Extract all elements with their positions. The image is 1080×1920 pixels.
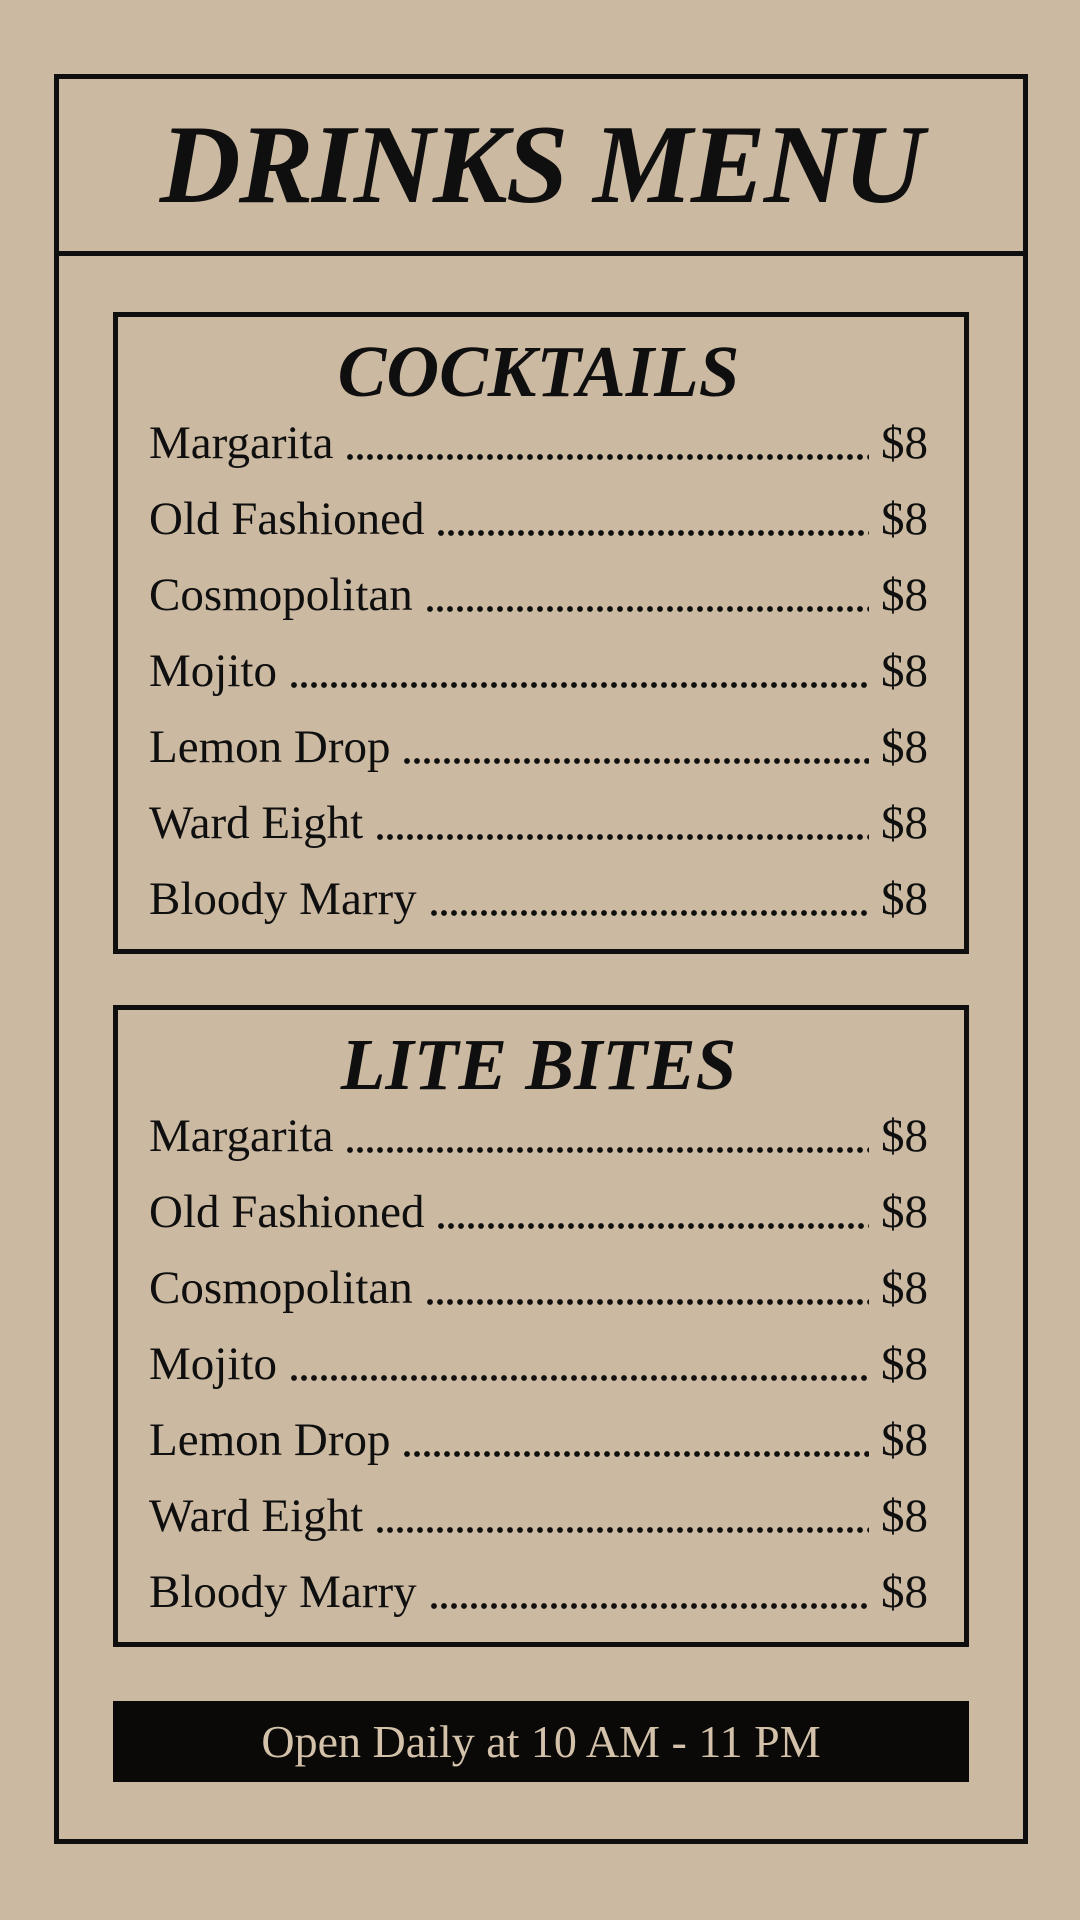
dot-leader (347, 454, 869, 460)
menu-item-row (149, 493, 928, 545)
section-title-cocktails: COCKTAILS (337, 331, 740, 412)
menu-item-row (149, 721, 928, 773)
dot-leader (431, 1603, 869, 1609)
menu-item-name: Cosmopolitan (149, 569, 413, 621)
menu-item-name: Mojito (149, 645, 277, 697)
menu-item-row (149, 1186, 928, 1238)
menu-item-row (149, 1110, 928, 1162)
menu-item-price: $8 (881, 721, 928, 773)
dot-leader (427, 606, 869, 612)
section-lite-bites (113, 1005, 969, 1647)
dot-leader (404, 1451, 869, 1457)
menu-item-name: Bloody Marry (149, 873, 417, 925)
menu-item-name: Old Fashioned (149, 1186, 425, 1238)
menu-item-price: $8 (881, 417, 928, 469)
menu-item-name: Mojito (149, 1338, 277, 1390)
dot-leader (438, 1223, 869, 1229)
menu-item-row (149, 569, 928, 621)
menu-item-row (149, 797, 928, 849)
menu-item-row (149, 1566, 928, 1618)
menu-item-name: Cosmopolitan (149, 1262, 413, 1314)
menu-item-row (149, 1262, 928, 1314)
menu-item-name: Margarita (149, 1110, 334, 1162)
menu-frame (54, 74, 1028, 1844)
menu-item-price: $8 (881, 1110, 928, 1162)
menu-item-price: $8 (881, 1262, 928, 1314)
dot-leader (427, 1299, 869, 1305)
dot-leader (431, 910, 869, 916)
menu-item-price: $8 (881, 1414, 928, 1466)
hours-banner: Open Daily at 10 AM - 11 PM (113, 1701, 969, 1782)
menu-item-price: $8 (881, 873, 928, 925)
menu-item-price: $8 (881, 1490, 928, 1542)
menu-item-row (149, 1338, 928, 1390)
menu-item-row (149, 873, 928, 925)
menu-item-price: $8 (881, 569, 928, 621)
menu-item-row (149, 417, 928, 469)
menu-item-name: Bloody Marry (149, 1566, 417, 1618)
menu-item-price: $8 (881, 1566, 928, 1618)
menu-item-price: $8 (881, 1338, 928, 1390)
menu-item-name: Ward Eight (149, 797, 364, 849)
dot-leader (347, 1147, 869, 1153)
menu-item-price: $8 (881, 645, 928, 697)
dot-leader (291, 682, 869, 688)
menu-item-price: $8 (881, 797, 928, 849)
dot-leader (377, 834, 869, 840)
dot-leader (377, 1527, 869, 1533)
dot-leader (404, 758, 869, 764)
section-title-lite-bites: LITE BITES (340, 1024, 737, 1105)
menu-item-row (149, 645, 928, 697)
dot-leader (291, 1375, 869, 1381)
menu-item-name: Margarita (149, 417, 334, 469)
page-title: DRINKS MENU (159, 103, 923, 227)
menu-item-row (149, 1490, 928, 1542)
menu-item-row (149, 1414, 928, 1466)
menu-item-name: Lemon Drop (149, 1414, 391, 1466)
menu-header (59, 79, 1023, 256)
menu-item-price: $8 (881, 493, 928, 545)
menu-item-name: Ward Eight (149, 1490, 364, 1542)
menu-item-name: Old Fashioned (149, 493, 425, 545)
menu-item-price: $8 (881, 1186, 928, 1238)
section-cocktails (113, 312, 969, 954)
dot-leader (438, 530, 869, 536)
menu-item-name: Lemon Drop (149, 721, 391, 773)
